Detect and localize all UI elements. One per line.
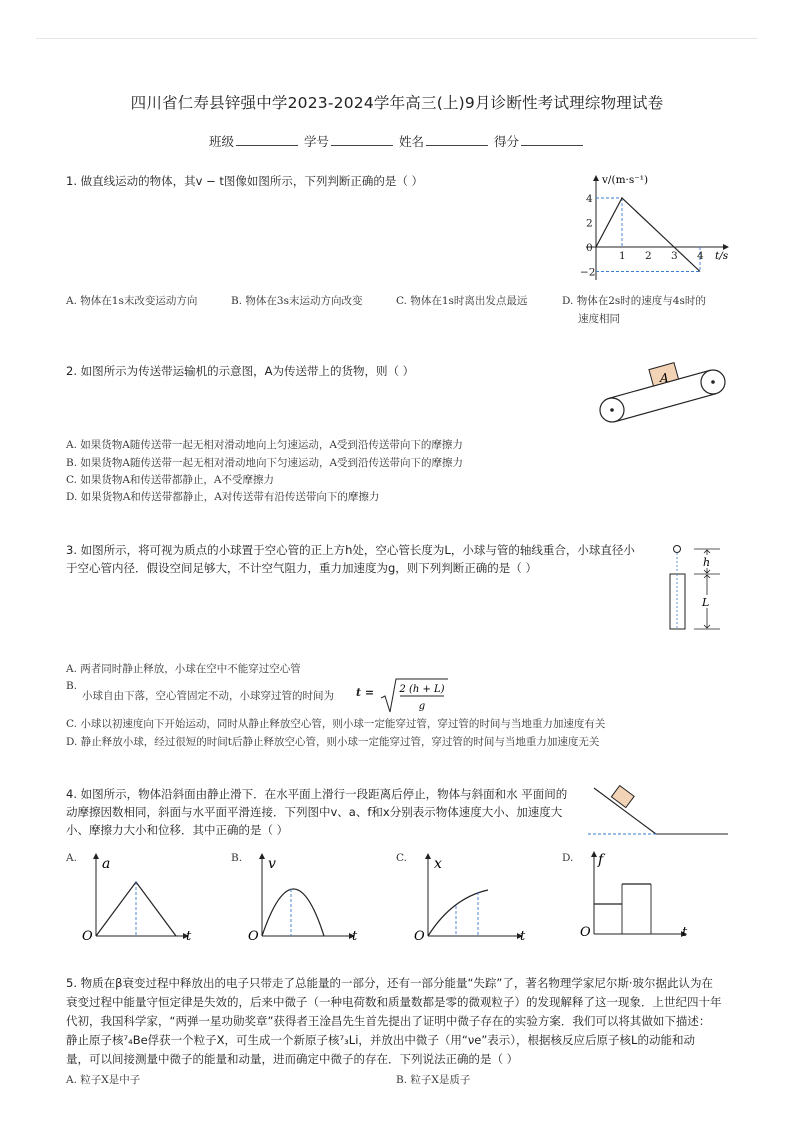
- q5-option-a[interactable]: A. 粒子X是中子: [66, 1074, 141, 1086]
- score-blank: [521, 133, 583, 146]
- q4b-xlabel: t: [352, 929, 358, 944]
- q5-line3: 代初，我国科学家，“两弹一星功勋奖章”获得者王淦昌先生首先提出了证明中微子存在的实验方案．我们可以将其做如下描述：: [66, 1014, 711, 1028]
- q4-option-b[interactable]: B.: [231, 852, 243, 864]
- class-blank: [236, 133, 298, 146]
- q1-xtick-label: 4: [697, 250, 704, 262]
- q5-line2: 衰变过程中能量守恒定律是失效的，后来中微子（一种电荷数和质量数都是零的微观粒子）的发现解释了这一现象．上世纪四十年: [66, 995, 722, 1009]
- id-blank: [331, 133, 393, 146]
- top-divider: [36, 38, 758, 39]
- q3-tube-figure: [664, 542, 724, 634]
- q1-option-d-cont: 速度相同: [578, 313, 620, 325]
- q5-line5: 量，可以间接测量中微子的能量和动量，进而确定中微子的存在．下列说法正确的是（ ）: [66, 1052, 519, 1066]
- q3-option-b-t: t =: [356, 686, 375, 699]
- q4c-xlabel: t: [520, 929, 526, 944]
- q1-xtick-label: 3: [671, 250, 678, 262]
- q2-stem: 2. 如图所示为传送带运输机的示意图，A为传送带上的货物，则（ ）: [66, 364, 415, 378]
- q1-ytick-label: −2: [580, 266, 596, 279]
- q1-option-b[interactable]: B. 物体在3s末运动方向改变: [231, 295, 363, 307]
- q4b-ylabel: v: [268, 856, 276, 872]
- q4-graph-a: [78, 848, 198, 944]
- q4-stem-line3: 小、摩擦力大小和位移．其中正确的是（ ）: [66, 823, 289, 837]
- student-info-row: [0, 132, 794, 150]
- q2-option-b[interactable]: B. 如果货物A随传送带一起无相对滑动地向下匀速运动，A受到沿传送带向下的摩擦力: [66, 457, 464, 469]
- q4a-xlabel: t: [186, 929, 192, 944]
- q1-ytick-label: 2: [586, 217, 593, 230]
- q4b-origin: O: [248, 929, 259, 944]
- q3-l-label: L: [702, 596, 710, 609]
- q3-option-d[interactable]: D. 静止释放小球，经过很短的时间t后静止释放空心管，则小球一定能穿过管，穿过管的时间与当地重力加速度无关: [66, 736, 600, 748]
- q1-xlabel: t/s: [715, 250, 729, 262]
- q4-graph-d: [576, 846, 696, 942]
- id-label: 学号: [303, 134, 329, 149]
- q3-stem-line1: 3. 如图所示，将可视为质点的小球置于空心管的正上方h处，空心管长度为L，小球与管的轴线重合，小球直径小: [66, 543, 635, 557]
- q3-h-label: h: [703, 556, 711, 569]
- q3-stem-line2: 于空心管内径．假设空间足够大，不计空气阻力，重力加速度为g，则下列判断正确的是（ ）: [66, 561, 537, 575]
- q2-option-d[interactable]: D. 如果货物A和传送带都静止，A对传送带有沿传送带向下的摩擦力: [66, 491, 380, 503]
- q3-tube: [670, 574, 685, 629]
- q3-option-b-letter[interactable]: B.: [66, 680, 78, 692]
- q3-option-a[interactable]: A. 两者同时静止释放，小球在空中不能穿过空心管: [66, 663, 301, 675]
- name-blank: [426, 133, 488, 146]
- q1-stem: 1. 做直线运动的物体，其v − t图像如图所示，下列判断正确的是（ ）: [66, 174, 424, 188]
- q4a-origin: O: [82, 929, 93, 944]
- q5-option-b[interactable]: B. 粒子X是质子: [396, 1074, 471, 1086]
- q1-option-c[interactable]: C. 物体在1s时离出发点最远: [396, 295, 528, 307]
- q2-belt-bottom: [615, 394, 716, 422]
- class-label: 班级: [208, 134, 234, 149]
- q4d-ylabel: f: [598, 852, 604, 868]
- q1-ytick-label: 0: [586, 242, 593, 254]
- q4c-ylabel: x: [434, 856, 442, 872]
- q1-xtick-label: 2: [645, 250, 652, 262]
- q1-xtick-label: 1: [619, 250, 626, 262]
- q1-option-d[interactable]: D. 物体在2s时的速度与4s时的: [562, 295, 706, 307]
- q2-option-a[interactable]: A. 如果货物A随传送带一起无相对滑动地向上匀速运动，A受到沿传送带向下的摩擦力: [66, 439, 463, 451]
- q3-sqrt-formula: [380, 676, 450, 716]
- q4-option-a[interactable]: A.: [66, 852, 77, 864]
- q1-ytick-label: 4: [586, 193, 593, 205]
- q5-line4: 静止原子核⁷₄Be俘获一个粒子X，可生成一个新原子核⁷₃Li，并放出中微子（用“νe”表示），根据核反应后原子核L的动能和动: [66, 1033, 695, 1047]
- q4d-origin: O: [580, 925, 591, 940]
- q4c-origin: O: [414, 929, 425, 944]
- name-label: 姓名: [398, 134, 424, 149]
- q3-option-b-text[interactable]: 小球自由下落，空心管固定不动，小球穿过管的时间为: [82, 690, 334, 702]
- q4-option-d[interactable]: D.: [562, 852, 574, 864]
- q1-vt-graph: [578, 168, 738, 286]
- q2-option-c[interactable]: C. 如果货物A和传送带都静止，A不受摩擦力: [66, 474, 274, 486]
- q1-ylabel: v/(m·s⁻¹): [602, 174, 649, 186]
- page-title: 四川省仁寿县锌强中学2023-2024学年高三(上)9月诊断性考试理综物理试卷: [130, 94, 664, 112]
- q4-stem-line2: 动摩擦因数相同，斜面与水平面平滑连接．下列图中v、a、f和x分别表示物体速度大小、加速度大: [66, 805, 563, 819]
- q4-incline-figure: [588, 784, 730, 838]
- q4a-ylabel: a: [102, 856, 111, 872]
- q4-graph-c: [410, 848, 534, 944]
- q3-sqrt-denominator: g: [418, 701, 426, 712]
- q3-option-c[interactable]: C. 小球以初速度向下开始运动，同时从静止释放空心管，则小球一定能穿过管，穿过管的时间与当地重力加速度有关: [66, 718, 606, 730]
- q2-conveyor-figure: [596, 362, 734, 428]
- score-label: 得分: [493, 134, 519, 149]
- q4-stem-line1: 4. 如图所示，物体沿斜面由静止滑下．在水平面上滑行一段距离后停止，物体与斜面和水 平面间的: [66, 787, 568, 801]
- q3-ball: [674, 546, 681, 553]
- q4-block: [611, 786, 634, 808]
- q3-sqrt-numerator: 2 (h + L): [399, 684, 445, 695]
- q5-line1: 5. 物质在β衰变过程中释放出的电子只带走了总能量的一部分，还有一部分能量“失踪”了，著名物理学家尼尔斯·玻尔据此认为在: [66, 976, 714, 990]
- q2-box-label: A: [660, 371, 669, 385]
- q4-graph-b: [244, 848, 364, 944]
- q1-option-a[interactable]: A. 物体在1s末改变运动方向: [66, 295, 198, 307]
- q4-option-c[interactable]: C.: [396, 852, 407, 864]
- q4d-xlabel: t: [682, 925, 688, 940]
